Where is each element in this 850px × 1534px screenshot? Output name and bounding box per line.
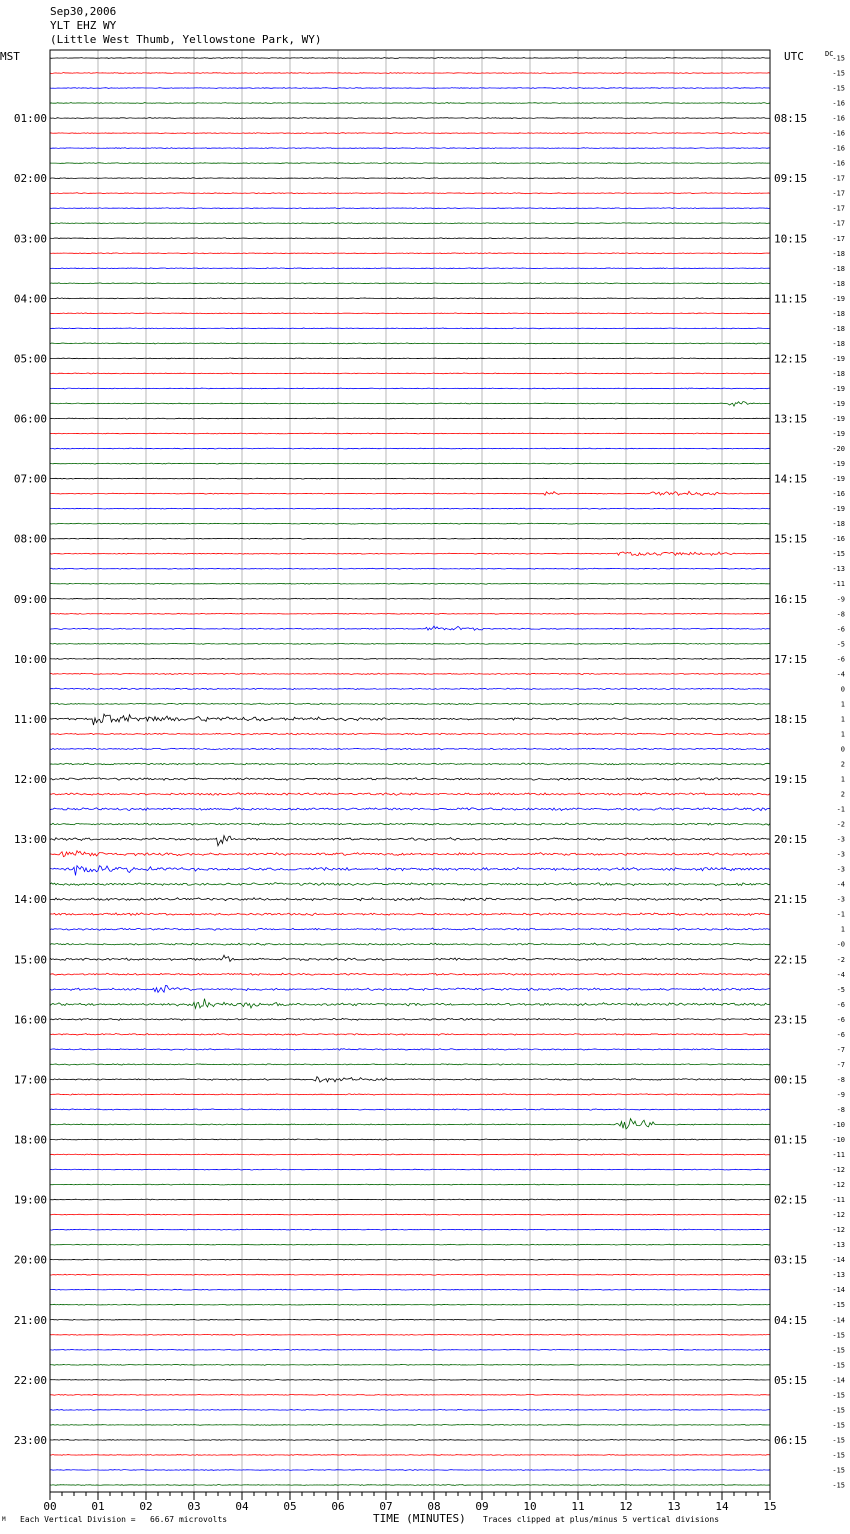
trace-line bbox=[50, 1409, 770, 1410]
trace-line bbox=[50, 1259, 770, 1260]
x-tick-label: 01 bbox=[91, 1500, 105, 1513]
hour-label-utc: 21:15 bbox=[774, 893, 808, 907]
hour-label-mst: 02:00 bbox=[13, 172, 47, 186]
dc-offset-label: -16 bbox=[832, 144, 845, 153]
trace-line bbox=[50, 402, 770, 407]
dc-offset-label: -18 bbox=[832, 324, 845, 333]
x-tick-label: 11 bbox=[571, 1500, 585, 1513]
trace-line bbox=[50, 898, 770, 901]
trace-line bbox=[50, 658, 770, 659]
dc-offset-label: -15 bbox=[832, 1391, 845, 1400]
x-tick-label: 13 bbox=[667, 1500, 681, 1513]
dc-offset-label: -13 bbox=[832, 565, 845, 574]
trace-line bbox=[50, 283, 770, 284]
dc-offset-label: -8 bbox=[836, 610, 845, 619]
dc-offset-label: -3 bbox=[836, 865, 845, 874]
dc-offset-label: -17 bbox=[832, 234, 845, 243]
dc-offset-label: 1 bbox=[840, 700, 845, 709]
dc-offset-label: -20 bbox=[832, 445, 845, 454]
dc-offset-label: -8 bbox=[836, 1105, 845, 1114]
hour-label-utc: 09:15 bbox=[774, 172, 808, 186]
dc-offset-label: -15 bbox=[832, 1406, 845, 1415]
trace-line bbox=[50, 1334, 770, 1335]
dc-offset-label: -8 bbox=[836, 1075, 845, 1084]
dc-offset-label: -15 bbox=[832, 1421, 845, 1430]
dc-offset-label: -15 bbox=[832, 1436, 845, 1445]
hour-label-mst: 04:00 bbox=[13, 292, 47, 306]
dc-offset-label: -10 bbox=[832, 1120, 845, 1129]
trace-line bbox=[50, 268, 770, 269]
trace-line bbox=[50, 148, 770, 149]
trace-line bbox=[50, 238, 770, 239]
trace-line bbox=[50, 866, 770, 876]
dc-offset-label: -1 bbox=[836, 910, 845, 919]
dc-offset-label: -15 bbox=[832, 1361, 845, 1370]
hour-label-mst: 11:00 bbox=[13, 712, 47, 726]
dc-offset-label: -19 bbox=[832, 415, 845, 423]
trace-line bbox=[50, 253, 770, 254]
dc-offset-label: -16 bbox=[832, 490, 845, 499]
x-tick-label: 07 bbox=[379, 1500, 393, 1513]
x-tick-label: 05 bbox=[283, 1500, 297, 1513]
hour-label-mst: 20:00 bbox=[13, 1253, 47, 1267]
x-tick-label: 00 bbox=[43, 1500, 57, 1513]
hour-label-utc: 11:15 bbox=[774, 292, 808, 306]
x-tick-label: 10 bbox=[523, 1500, 537, 1513]
trace-line bbox=[50, 1379, 770, 1380]
dc-offset-label: -14 bbox=[832, 1256, 845, 1265]
trace-line bbox=[50, 568, 770, 569]
trace-line bbox=[50, 463, 770, 464]
dc-offset-label: -19 bbox=[832, 475, 845, 484]
left-timezone-label: MST bbox=[0, 50, 20, 63]
hour-label-utc: 16:15 bbox=[774, 592, 808, 606]
trace-line bbox=[50, 883, 770, 886]
x-tick-label: 12 bbox=[619, 1500, 633, 1513]
dc-offset-label: -11 bbox=[832, 1196, 845, 1205]
trace-line bbox=[50, 823, 770, 825]
dc-offset-label: -7 bbox=[836, 1045, 845, 1054]
trace-line bbox=[50, 388, 770, 389]
trace-line bbox=[50, 1364, 770, 1365]
hour-label-utc: 19:15 bbox=[774, 773, 808, 786]
trace-line bbox=[50, 1394, 770, 1395]
dc-offset-label: -19 bbox=[832, 460, 845, 469]
trace-line bbox=[50, 955, 770, 961]
trace-line bbox=[50, 1229, 770, 1230]
dc-offset-label: -6 bbox=[836, 1015, 845, 1024]
trace-line bbox=[50, 1184, 770, 1185]
trace-line bbox=[50, 358, 770, 359]
trace-line bbox=[50, 928, 770, 930]
trace-line bbox=[50, 1454, 770, 1455]
trace-line bbox=[50, 986, 770, 993]
dc-offset-label: -19 bbox=[832, 430, 845, 439]
dc-offset-label: -19 bbox=[832, 354, 845, 363]
x-tick-label: 02 bbox=[139, 1500, 153, 1513]
dc-column-label: DC bbox=[825, 50, 834, 58]
hour-label-utc: 12:15 bbox=[774, 352, 808, 366]
trace-line bbox=[50, 626, 770, 630]
trace-line bbox=[50, 688, 770, 690]
trace-line bbox=[50, 999, 770, 1009]
trace-line bbox=[50, 1077, 770, 1083]
dc-offset-label: -13 bbox=[832, 1271, 845, 1280]
dc-offset-label: -4 bbox=[836, 670, 845, 679]
dc-offset-label: -1 bbox=[836, 805, 845, 814]
hour-label-utc: 14:15 bbox=[774, 472, 808, 486]
trace-line bbox=[50, 1033, 770, 1035]
trace-line bbox=[50, 714, 770, 725]
trace-line bbox=[50, 1485, 770, 1486]
dc-offset-label: -5 bbox=[836, 985, 845, 994]
hour-label-mst: 09:00 bbox=[13, 592, 47, 606]
trace-line bbox=[50, 598, 770, 599]
header-date: Sep30,2006 bbox=[50, 5, 117, 18]
trace-line bbox=[50, 491, 770, 495]
dc-offset-label: 0 bbox=[840, 745, 845, 754]
trace-line bbox=[50, 328, 770, 329]
trace-line bbox=[50, 1349, 770, 1350]
dc-offset-label: 1 bbox=[840, 715, 845, 724]
hour-label-utc: 08:15 bbox=[774, 112, 808, 126]
dc-offset-label: -4 bbox=[836, 880, 845, 889]
plot-frame bbox=[50, 50, 770, 1492]
dc-offset-label: -4 bbox=[836, 970, 845, 979]
dc-offset-label: -18 bbox=[832, 279, 845, 288]
x-tick-label: 08 bbox=[427, 1500, 441, 1513]
trace-line bbox=[50, 1424, 770, 1425]
hour-label-mst: 22:00 bbox=[13, 1373, 47, 1387]
hour-label-mst: 08:00 bbox=[13, 532, 47, 546]
trace-line bbox=[50, 1018, 770, 1020]
hour-label-mst: 14:00 bbox=[13, 893, 47, 907]
dc-offset-label: -15 bbox=[832, 69, 845, 78]
trace-line bbox=[50, 1119, 770, 1129]
trace-line bbox=[50, 778, 770, 781]
dc-offset-label: -18 bbox=[832, 309, 845, 318]
dc-offset-label: -6 bbox=[836, 1000, 845, 1009]
dc-offset-label: -6 bbox=[836, 625, 845, 634]
trace-line bbox=[50, 538, 770, 539]
dc-offset-label: -15 bbox=[832, 1481, 845, 1490]
trace-line bbox=[50, 583, 770, 584]
trace-line bbox=[50, 1244, 770, 1245]
trace-line bbox=[50, 673, 770, 674]
trace-line bbox=[50, 163, 770, 164]
hour-label-mst: 15:00 bbox=[13, 953, 47, 967]
dc-offset-label: -6 bbox=[836, 655, 845, 664]
trace-line bbox=[50, 298, 770, 299]
dc-offset-label: -17 bbox=[832, 189, 845, 198]
dc-offset-label: -15 bbox=[832, 54, 845, 63]
hour-label-mst: 05:00 bbox=[13, 352, 47, 366]
trace-line bbox=[50, 1169, 770, 1170]
hour-label-utc: 02:15 bbox=[774, 1193, 808, 1207]
hour-label-mst: 18:00 bbox=[13, 1133, 47, 1147]
trace-line bbox=[50, 851, 770, 857]
header-station: YLT EHZ WY bbox=[50, 19, 117, 32]
dc-offset-label: -15 bbox=[832, 1331, 845, 1340]
hour-label-mst: 10:00 bbox=[13, 652, 47, 666]
dc-offset-label: -19 bbox=[832, 505, 845, 514]
trace-line bbox=[50, 208, 770, 209]
dc-offset-label: -2 bbox=[836, 955, 845, 964]
dc-offset-label: -18 bbox=[832, 520, 845, 529]
dc-offset-label: -16 bbox=[832, 114, 845, 123]
trace-line bbox=[50, 523, 770, 524]
dc-offset-label: -3 bbox=[836, 835, 845, 844]
dc-offset-label: 1 bbox=[840, 730, 845, 739]
dc-offset-label: -17 bbox=[832, 204, 845, 213]
dc-offset-label: -19 bbox=[832, 384, 845, 393]
trace-line bbox=[50, 748, 770, 750]
trace-line bbox=[50, 1289, 770, 1290]
dc-offset-label: 2 bbox=[840, 760, 845, 769]
dc-offset-label: -15 bbox=[832, 550, 845, 559]
hour-label-mst: 17:00 bbox=[13, 1073, 47, 1087]
dc-offset-label: -11 bbox=[832, 580, 845, 589]
dc-offset-label: -11 bbox=[832, 1151, 845, 1160]
dc-offset-label: -14 bbox=[832, 1316, 845, 1325]
hour-label-mst: 19:00 bbox=[13, 1193, 47, 1207]
dc-offset-label: -18 bbox=[832, 249, 845, 258]
trace-line bbox=[50, 133, 770, 134]
trace-line bbox=[50, 118, 770, 119]
dc-offset-label: -7 bbox=[836, 1060, 845, 1069]
dc-offset-label: -2 bbox=[836, 820, 845, 829]
hour-label-utc: 00:15 bbox=[774, 1073, 808, 1087]
dc-offset-label: -9 bbox=[836, 595, 845, 604]
dc-offset-label: -12 bbox=[832, 1226, 845, 1235]
dc-offset-label: 0 bbox=[840, 685, 845, 694]
hour-label-mst: 23:00 bbox=[13, 1433, 47, 1447]
trace-line bbox=[50, 703, 770, 705]
dc-offset-label: -18 bbox=[832, 339, 845, 348]
trace-line bbox=[50, 1064, 770, 1065]
hour-label-utc: 20:15 bbox=[774, 833, 808, 847]
hour-label-mst: 12:00 bbox=[13, 773, 47, 786]
dc-offset-label: -15 bbox=[832, 1346, 845, 1355]
dc-offset-label: -16 bbox=[832, 159, 845, 168]
trace-line bbox=[50, 418, 770, 419]
dc-offset-label: -19 bbox=[832, 399, 845, 408]
dc-offset-label: -6 bbox=[836, 1030, 845, 1039]
trace-line bbox=[50, 103, 770, 104]
header-location: (Little West Thumb, Yellowstone Park, WY) bbox=[50, 33, 322, 46]
dc-offset-label: -12 bbox=[832, 1181, 845, 1190]
trace-line bbox=[50, 793, 770, 796]
trace-line bbox=[50, 193, 770, 194]
trace-line bbox=[50, 508, 770, 509]
hour-label-utc: 13:15 bbox=[774, 412, 808, 426]
x-axis-title: TIME (MINUTES) bbox=[373, 1512, 466, 1525]
clip-note: Traces clipped at plus/minus 5 vertical divisions bbox=[483, 1515, 720, 1524]
hour-label-mst: 07:00 bbox=[13, 472, 47, 486]
dc-offset-label: -12 bbox=[832, 1211, 845, 1220]
x-tick-label: 06 bbox=[331, 1500, 345, 1513]
trace-line bbox=[50, 1049, 770, 1050]
trace-line bbox=[50, 733, 770, 735]
dc-offset-label: -14 bbox=[832, 1376, 845, 1385]
trace-line bbox=[50, 643, 770, 644]
dc-offset-label: -17 bbox=[832, 219, 845, 228]
hour-label-utc: 23:15 bbox=[774, 1013, 808, 1027]
trace-line bbox=[50, 1199, 770, 1200]
dc-offset-label: -15 bbox=[832, 1451, 845, 1460]
scale-note: Each Vertical Division = 66.67 microvolts bbox=[20, 1515, 228, 1524]
trace-line bbox=[50, 343, 770, 344]
trace-line bbox=[50, 1139, 770, 1140]
dc-offset-label: -18 bbox=[832, 264, 845, 273]
trace-line bbox=[50, 973, 770, 975]
trace-line bbox=[50, 433, 770, 434]
dc-offset-label: -3 bbox=[836, 895, 845, 904]
dc-offset-label: -5 bbox=[836, 640, 845, 649]
dc-offset-label: -16 bbox=[832, 535, 845, 544]
right-timezone-label: UTC bbox=[784, 50, 804, 63]
dc-offset-label: -16 bbox=[832, 99, 845, 108]
dc-offset-label: -14 bbox=[832, 1286, 845, 1295]
trace-line bbox=[50, 223, 770, 224]
trace-line bbox=[50, 552, 770, 556]
x-tick-label: 15 bbox=[763, 1500, 777, 1513]
dc-offset-label: 1 bbox=[840, 925, 845, 934]
dc-offset-label: -13 bbox=[832, 1241, 845, 1250]
hour-label-mst: 06:00 bbox=[13, 412, 47, 426]
hour-label-mst: 21:00 bbox=[13, 1313, 47, 1327]
footer-mark: M bbox=[2, 1516, 6, 1523]
trace-line bbox=[50, 1214, 770, 1215]
dc-offset-label: -15 bbox=[832, 1301, 845, 1310]
dc-offset-label: -15 bbox=[832, 84, 845, 93]
trace-line bbox=[50, 808, 770, 811]
trace-line bbox=[50, 1274, 770, 1275]
dc-offset-label: -16 bbox=[832, 129, 845, 138]
dc-offset-label: -0 bbox=[836, 940, 845, 949]
dc-offset-label: 2 bbox=[840, 790, 845, 799]
trace-line bbox=[50, 1439, 770, 1440]
trace-line bbox=[50, 613, 770, 614]
dc-offset-label: -10 bbox=[832, 1136, 845, 1144]
trace-line bbox=[50, 73, 770, 74]
trace-line bbox=[50, 373, 770, 374]
trace-line bbox=[50, 763, 770, 765]
trace-line bbox=[50, 57, 770, 58]
x-tick-label: 14 bbox=[715, 1500, 729, 1513]
hour-label-mst: 13:00 bbox=[13, 833, 47, 847]
trace-line bbox=[50, 1470, 770, 1471]
hour-label-utc: 17:15 bbox=[774, 652, 808, 666]
hour-label-mst: 01:00 bbox=[13, 112, 47, 126]
hour-label-utc: 10:15 bbox=[774, 232, 808, 246]
hour-label-utc: 15:15 bbox=[774, 532, 808, 546]
dc-offset-label: -19 bbox=[832, 294, 845, 303]
dc-offset-label: -12 bbox=[832, 1166, 845, 1175]
trace-line bbox=[50, 1304, 770, 1305]
hour-label-utc: 01:15 bbox=[774, 1133, 808, 1147]
hour-label-utc: 22:15 bbox=[774, 953, 808, 967]
trace-line bbox=[50, 478, 770, 479]
dc-offset-label: 1 bbox=[840, 775, 845, 784]
hour-label-utc: 05:15 bbox=[774, 1373, 808, 1387]
trace-line bbox=[50, 1094, 770, 1095]
x-tick-label: 09 bbox=[475, 1500, 489, 1513]
dc-offset-label: -15 bbox=[832, 1466, 845, 1475]
trace-line bbox=[50, 836, 770, 846]
hour-label-mst: 03:00 bbox=[13, 232, 47, 246]
trace-line bbox=[50, 1109, 770, 1110]
dc-offset-label: -17 bbox=[832, 174, 845, 183]
x-tick-label: 03 bbox=[187, 1500, 201, 1513]
hour-label-utc: 04:15 bbox=[774, 1313, 808, 1327]
hour-label-mst: 16:00 bbox=[13, 1013, 47, 1027]
trace-line bbox=[50, 178, 770, 179]
x-tick-label: 04 bbox=[235, 1500, 249, 1513]
trace-line bbox=[50, 943, 770, 945]
hour-label-utc: 18:15 bbox=[774, 712, 808, 726]
dc-offset-label: -18 bbox=[832, 369, 845, 378]
hour-label-utc: 06:15 bbox=[774, 1433, 808, 1447]
hour-label-utc: 03:15 bbox=[774, 1253, 808, 1267]
trace-line bbox=[50, 448, 770, 449]
trace-line bbox=[50, 913, 770, 916]
trace-line bbox=[50, 313, 770, 314]
dc-offset-label: -3 bbox=[836, 850, 845, 859]
dc-offset-label: -9 bbox=[836, 1090, 845, 1099]
trace-line bbox=[50, 1154, 770, 1155]
trace-line bbox=[50, 88, 770, 89]
trace-line bbox=[50, 1319, 770, 1320]
